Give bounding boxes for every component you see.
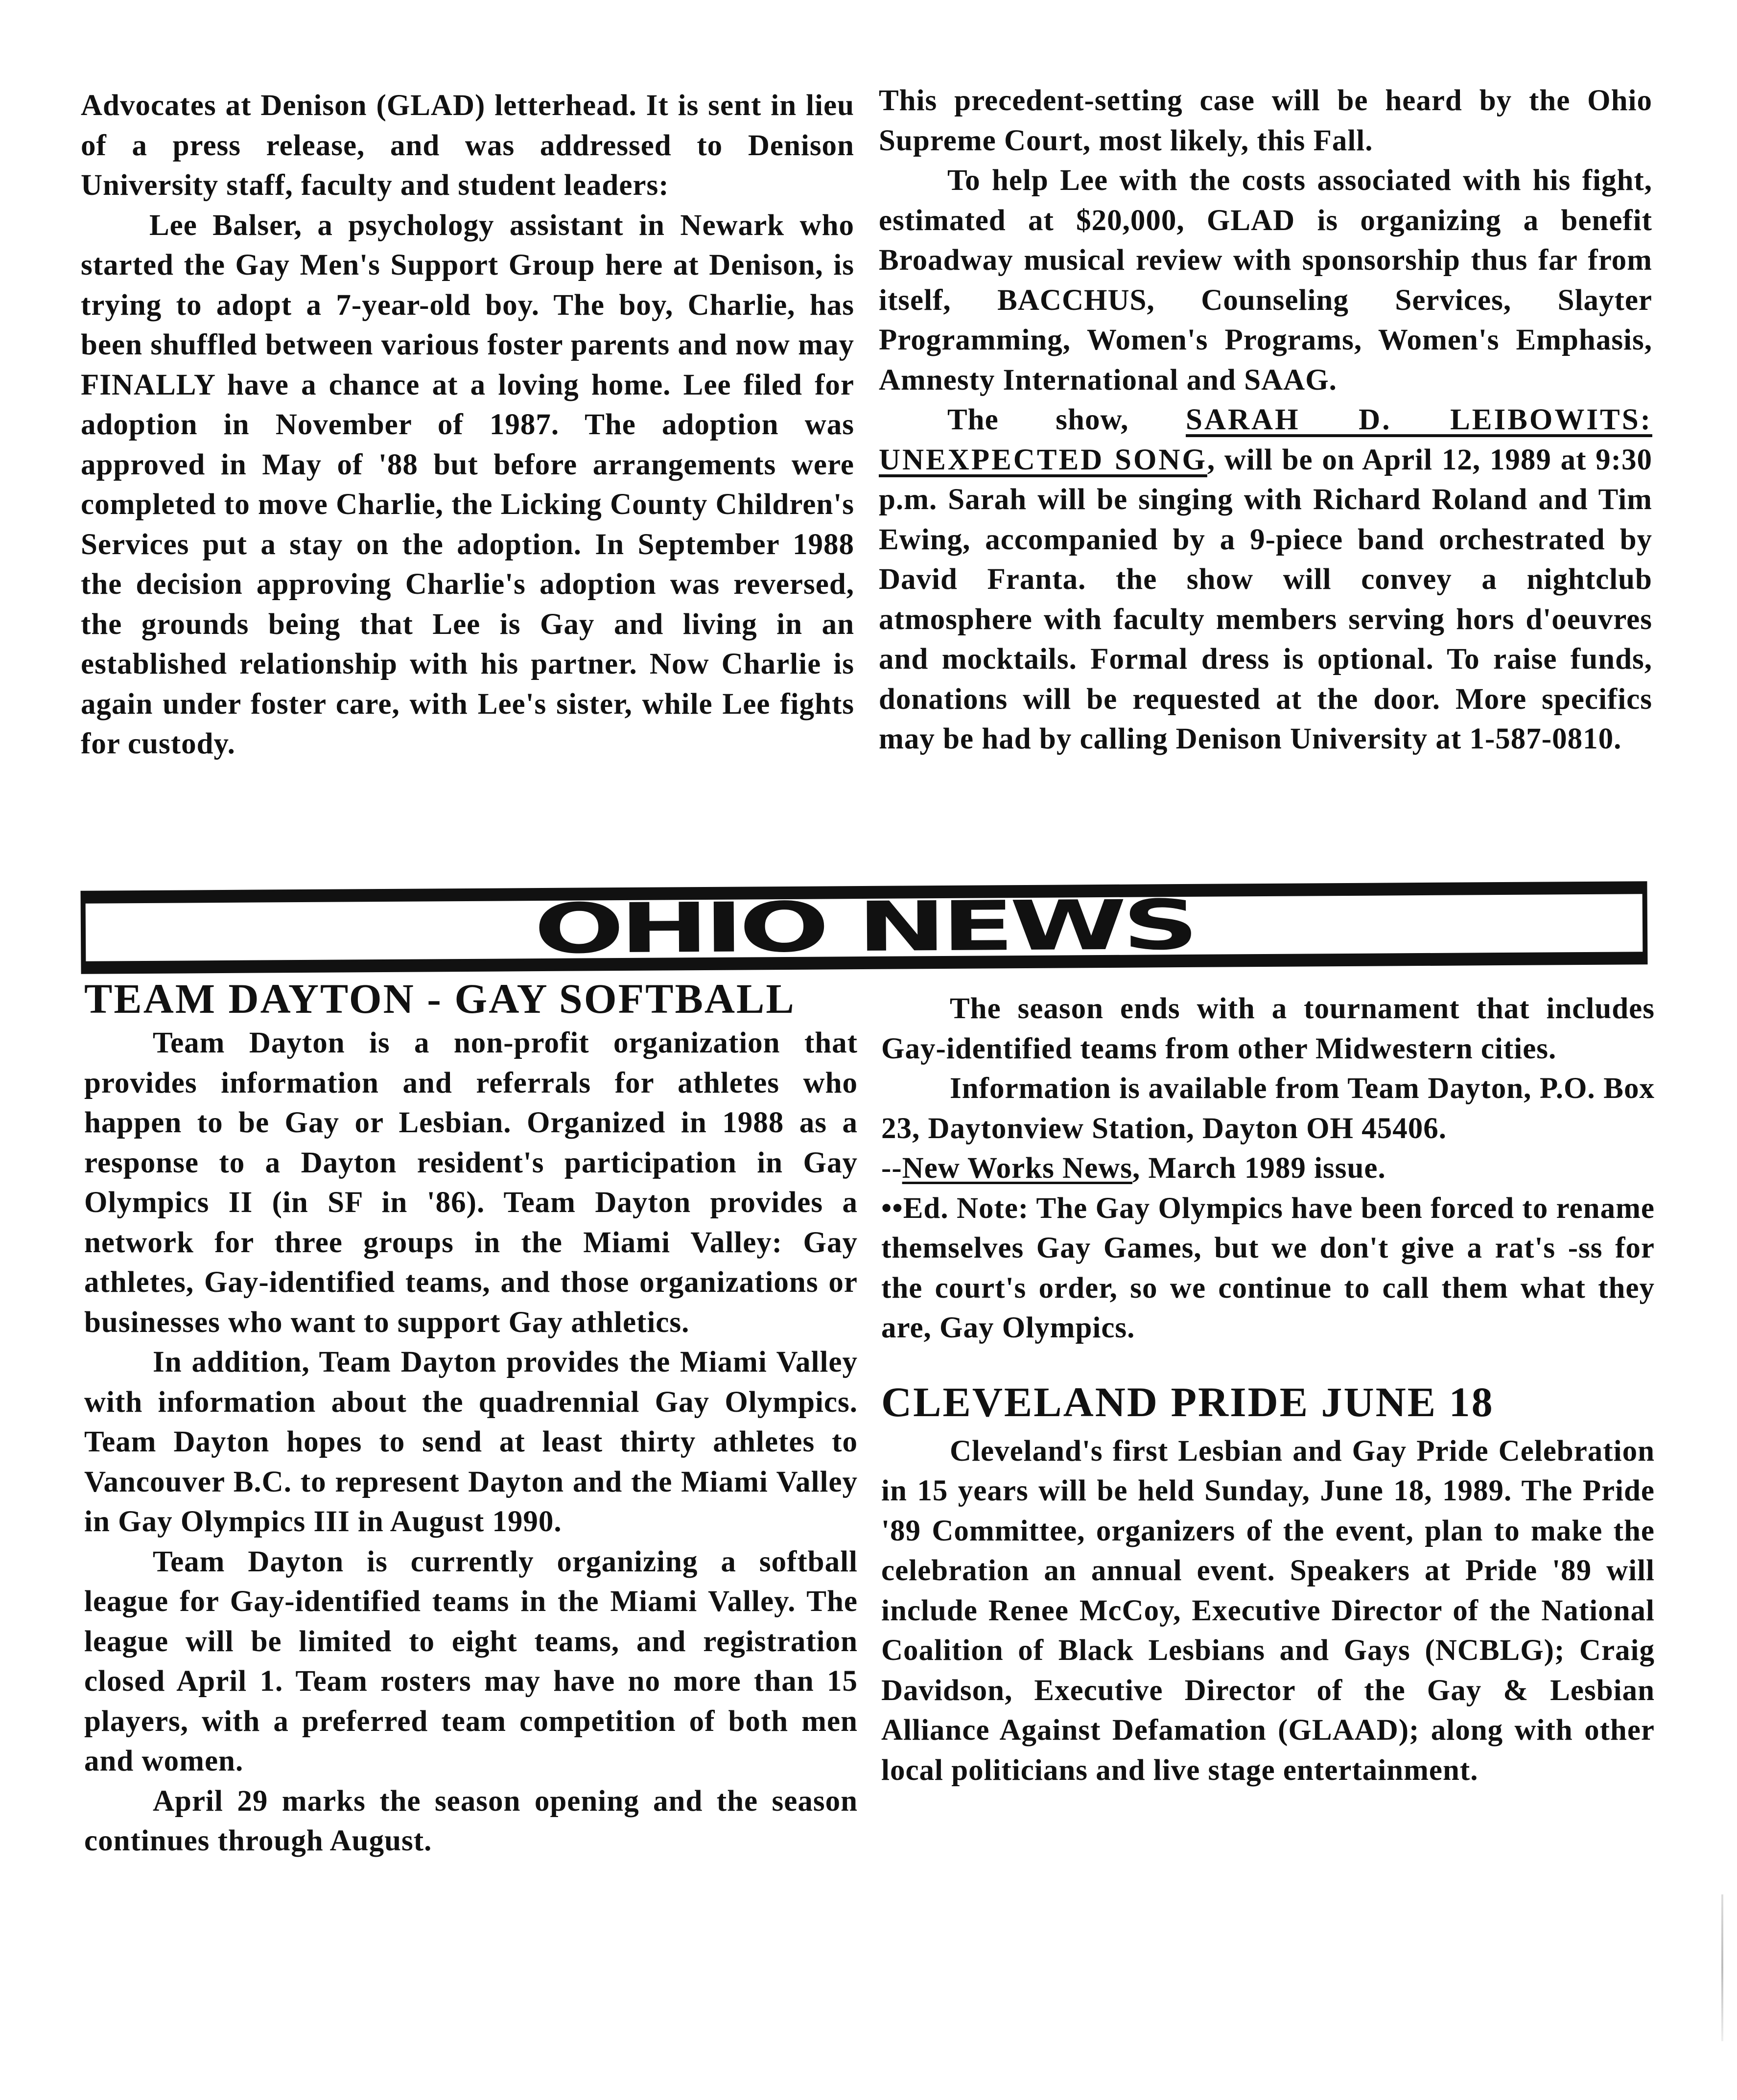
team-dayton-paragraph: The season ends with a tournament that includes Gay-identified teams from other Midwestern cities. bbox=[881, 992, 1655, 1065]
team-dayton-paragraph: Team Dayton is a non-profit organization that provides information and referrals for athletes who happen to be Gay or Lesbian. Organized in 1988 as a response to a Dayton resident's participation in Gay Olympics II (in SF in '86). Team Dayton provides a network for three groups in the Miami Valley: Gay athletes, Gay-identified teams, and those organizations or businesses who want to support Gay athletics. bbox=[84, 1027, 858, 1339]
show-details-paragraph bbox=[879, 400, 1652, 759]
supreme-court-paragraph: This precedent-setting case will be heard by the Ohio Supreme Court, most likely, this Fall. bbox=[879, 84, 1652, 157]
bottom-right-column bbox=[881, 989, 1655, 1790]
team-dayton-paragraph: In addition, Team Dayton provides the Miami Valley with information about the quadrennial Gay Olympics. Team Dayton hopes to send at least thirty athletes to Vancouver B.C. to represent Dayton and the Miami Valley in Gay Olympics III in August 1990. bbox=[84, 1346, 858, 1538]
source-publication: New Works News bbox=[902, 1152, 1133, 1185]
cleveland-pride-paragraph: Cleveland's first Lesbian and Gay Pride Celebration in 15 years will be held Sunday, June 18, 1989. The Pride '89 Committee, organizers of the event, plan to make the celebration an annual event. Speakers at Pride '89 will include Renee McCoy, Executive Director of the National Coalition of Black Lesbians and Gays (NCBLG); Craig Davidson, Executive Director of the Gay & Lesbian Alliance Against Defamation (GLAAD); along with other local politicians and live stage entertainment. bbox=[881, 1434, 1655, 1787]
lee-balser-adoption-paragraph: Lee Balser, a psychology assistant in Newark who started the Gay Men's Support Group here at Denison, is trying to adopt a 7-year-old boy. The boy, Charlie, has been shuffled between various foster parents and now may FINALLY have a chance at a loving home. Lee filed for adoption in November of 1987. The adoption was approved in May of '88 but before arrangements were completed to move Charlie, the Licking County Children's Services put a stay on the adoption. In September 1988 the decision approving Charlie's adoption was reversed, the grounds being that Lee is Gay and living in an established relationship with his partner. Now Charlie is again under foster care, with Lee's sister, while Lee fights for custody. bbox=[81, 209, 854, 760]
cleveland-pride-headline: CLEVELAND PRIDE JUNE 18 bbox=[881, 1378, 1494, 1425]
glad-letter-intro-paragraph: Advocates at Denison (GLAD) letterhead. It is sent in lieu of a press release, and was addressed to Denison University staff, faculty and student leaders: bbox=[81, 89, 854, 202]
source-prefix: -- bbox=[881, 1152, 902, 1185]
team-dayton-paragraph: Team Dayton is currently organizing a softball league for Gay-identified teams in the Miami Valley. The league will be limited to eight teams, and registration closed April 1. Team rosters may have no more than 15 players, with a preferred team competition of both men and women. bbox=[84, 1545, 858, 1777]
top-left-column bbox=[81, 86, 854, 764]
section-title: OHIO NEWS bbox=[534, 885, 1195, 970]
team-dayton-headline: TEAM DAYTON - GAY SOFTBALL bbox=[84, 975, 796, 1022]
benefit-fundraiser-paragraph: To help Lee with the costs associated with his fight, estimated at $20,000, GLAD is organizing a benefit Broadway musical review with sponsorship thus far from itself, BACCHUS, Counseling Services, Slayter Programming, Women's Programs, Women's Emphasis, Amnesty International and SAAG. bbox=[879, 164, 1652, 397]
source-suffix: , March 1989 issue. bbox=[1132, 1152, 1386, 1185]
team-dayton-contact-paragraph: Information is available from Team Dayton, P.O. Box 23, Daytonview Station, Dayton OH 45406. bbox=[881, 1072, 1655, 1145]
top-right-column bbox=[879, 81, 1652, 759]
ohio-news-banner bbox=[81, 881, 1648, 974]
editor-note: ••Ed. Note: The Gay Olympics have been forced to rename themselves Gay Games, but we don't give a rat's -ss for the court's order, so we continue to call them what they are, Gay Olympics. bbox=[881, 1191, 1655, 1344]
team-dayton-paragraph: April 29 marks the season opening and the season continues through August. bbox=[84, 1784, 858, 1857]
source-citation bbox=[881, 1148, 1655, 1189]
scan-edge-shadow bbox=[1721, 1894, 1723, 2041]
show-title: SARAH D. LEIBOWITS: UNEXPECTED SONG bbox=[879, 403, 1652, 476]
bottom-left-column bbox=[84, 1023, 858, 1861]
show-details-text: , will be on April 12, 1989 at 9:30 p.m. Sarah will be singing with Richard Roland and Tim Ewing, accompanied by a 9-piece band orchestrated by David Franta. the show will convey a nightclub atmosphere with faculty members serving hors d'oeuvres and mocktails. Formal dress is optional. To raise funds, donations will be requested at the door. More specifics may be had by calling Denison University at 1-587-0810. bbox=[879, 443, 1652, 755]
show-intro-text: The show, bbox=[947, 403, 1186, 436]
